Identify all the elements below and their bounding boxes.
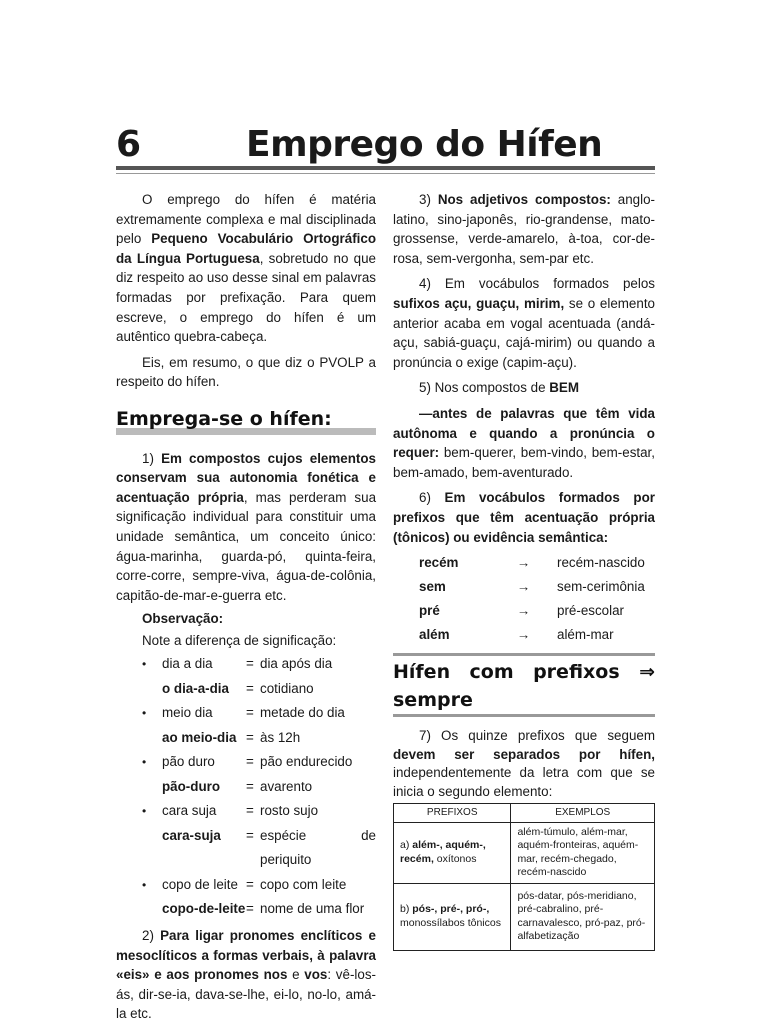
example-meaning: pão endurecido <box>260 754 353 770</box>
prefix-word: além-mar <box>557 627 614 643</box>
example-meaning: espécie de periquito <box>260 827 376 868</box>
prefix-label-part: a) <box>400 839 413 852</box>
equals-sign: = <box>246 754 254 770</box>
equals-sign: = <box>246 876 254 892</box>
bullet-icon: • <box>142 657 147 672</box>
item-2: 2) Para ligar pronomes enclíticos e mesoclíticos a formas verbais, à palavra «eis» e aos pronomes nos e vos: vê-los-ás, dir-se-ia, dava-se-lhe, ei-lo, no-lo, amá-la etc. <box>116 927 376 1022</box>
prefix-example-row <box>419 551 655 575</box>
prefix-label-part: pós-, pré-, pró-, <box>412 903 490 916</box>
example-row <box>142 824 376 873</box>
example-row <box>142 677 376 702</box>
prefix-examples <box>393 551 655 647</box>
prefix-label-part: monossílabos tônicos <box>400 916 501 929</box>
example-meaning: copo com leite <box>260 876 347 892</box>
bullet-icon <box>142 775 162 800</box>
title-rule-thin <box>116 173 655 174</box>
observation-text: Note a diferença de significação: <box>142 632 337 648</box>
arrow-icon: → <box>517 555 531 571</box>
example-row <box>142 726 376 751</box>
prefix-term: além <box>419 627 450 643</box>
item-7: 7) Os quinze prefixos que seguem devem ser separados por hífen, independentemente da letra com que se inicia o segundo elemento: <box>393 728 655 799</box>
equals-sign: = <box>246 656 254 672</box>
equals-sign: = <box>246 803 254 819</box>
arrow-icon: → <box>517 627 531 643</box>
table-row <box>394 822 655 883</box>
example-term: copo-de-leite <box>162 901 246 917</box>
example-term: o dia-a-dia <box>162 680 229 696</box>
equals-sign: = <box>246 729 254 745</box>
equals-sign: = <box>246 901 254 917</box>
examples-list <box>116 652 376 922</box>
table-cell-prefix <box>394 883 511 950</box>
prefix-example-row <box>419 575 655 599</box>
table-row <box>394 883 655 950</box>
title-rule <box>116 166 655 170</box>
example-meaning: cotidiano <box>260 680 314 696</box>
prefix-word: pré-escolar <box>557 603 624 619</box>
example-row <box>142 750 376 775</box>
table-header-exemplos: EXEMPLOS <box>511 804 655 823</box>
table-cell-examples: além-túmulo, além-mar, aquém-fronteiras, aquém-mar, recém-chegado, recém-nascido <box>511 822 655 883</box>
bullet-icon <box>142 824 162 873</box>
right-column <box>393 190 655 951</box>
example-row <box>142 701 376 726</box>
bullet-icon: • <box>142 877 147 892</box>
example-row <box>142 799 376 824</box>
section-heading-prefixos: Hífen com prefixos ⇒ sempre <box>393 653 655 717</box>
intro-paragraph-2: Eis, em resumo, o que diz o PVOLP a respeito do hífen. <box>116 354 376 390</box>
prefix-label-part: b) <box>400 903 413 916</box>
item-5-sub: —antes de palavras que têm vida autônoma e quando a pronúncia o requer: bem-querer, bem-vindo, bem-estar, bem-amado, bem-aventurado. <box>393 405 655 480</box>
equals-sign: = <box>246 705 254 721</box>
bullet-icon <box>142 677 162 702</box>
example-row <box>142 873 376 898</box>
table-cell-prefix <box>394 822 511 883</box>
item-1: 1) Em compostos cujos elementos conservam sua autonomia fonética e acentuação própria, mas perderam sua significação individual para constituir uma unidade semântica, um conceito único: água-marinha, guarda-pó, quinta-feira, corre-corre, sempre-viva, água-de-colônia, capitão-de-mar-e-guerra etc. <box>116 450 377 603</box>
prefix-word: recém-nascido <box>557 555 645 571</box>
bullet-icon <box>142 897 162 922</box>
item-5: 5) Nos compostos de BEM <box>419 380 580 396</box>
section-heading-emprega: Emprega-se o hífen: <box>116 410 376 435</box>
example-term: cara-suja <box>162 827 221 843</box>
example-term: dia a dia <box>162 656 213 672</box>
equals-sign: = <box>246 680 254 696</box>
prefix-term: sem <box>419 579 446 595</box>
bullet-icon: • <box>142 706 147 721</box>
prefix-term: recém <box>419 555 459 571</box>
prefix-label-part: além-, aquém-, recém, <box>400 839 486 865</box>
example-meaning: nome de uma flor <box>260 901 365 917</box>
example-row <box>142 897 376 922</box>
prefix-label-part: oxítonos <box>433 852 477 865</box>
example-term: pão-duro <box>162 778 221 794</box>
prefix-word: sem-cerimônia <box>557 579 645 595</box>
example-term: copo de leite <box>162 876 238 892</box>
section-top-rule <box>393 653 655 656</box>
example-meaning: dia após dia <box>260 656 333 672</box>
prefix-term: pré <box>419 603 440 619</box>
bullet-icon: • <box>142 804 147 819</box>
bullet-icon: • <box>142 755 147 770</box>
example-term: meio dia <box>162 705 213 721</box>
chapter-title: Emprego do Hífen <box>246 124 603 165</box>
arrow-icon: → <box>517 603 531 619</box>
table-header-prefixos: PREFIXOS <box>394 804 511 823</box>
item-3: 3) Nos adjetivos compostos: anglo-latino, sino-japonês, rio-grandense, mato-grossense, verde-amarelo, à-toa, cor-de-rosa, sem-vergonha, sem-par etc. <box>393 192 655 266</box>
example-term: ao meio-dia <box>162 729 237 745</box>
item-4: 4) Em vocábulos formados pelos sufixos açu, guaçu, mirim, se o elemento anterior acaba em vogal acentuada (andá-açu, sabiá-guaçu, cajá-mirim) ou quando a pronúncia o exige (capim-açu). <box>393 276 655 370</box>
example-meaning: avarento <box>260 778 313 794</box>
prefix-example-row <box>419 623 655 647</box>
item-6: 6) Em vocábulos formados por prefixos que têm acentuação própria (tônicos) ou evidência semântica: <box>393 490 655 545</box>
arrow-icon: → <box>517 579 531 595</box>
example-row <box>142 775 376 800</box>
equals-sign: = <box>246 778 254 794</box>
section-bottom-rule <box>393 714 655 717</box>
example-meaning: rosto sujo <box>260 803 319 819</box>
prefix-example-row <box>419 599 655 623</box>
example-term: pão duro <box>162 754 215 770</box>
observation-title: Observação: <box>142 611 224 627</box>
example-meaning: metade do dia <box>260 705 345 721</box>
left-column <box>116 190 376 1024</box>
example-row <box>142 652 376 677</box>
intro-paragraph-1: O emprego do hífen é matéria extremamente complexa e mal disciplinada pelo Pequeno Vocabulário Ortográfico da Língua Portuguesa, sobretudo no que diz respeito ao uso desse sinal em palavras formadas por prefixação. Para quem escreve, o emprego do hífen é um autêntico quebra-cabeça. <box>116 192 377 345</box>
prefix-table <box>393 803 655 951</box>
example-meaning: às 12h <box>260 729 301 745</box>
equals-sign: = <box>246 827 254 843</box>
table-cell-examples: pós-datar, pós-meridiano, pré-cabralino, pré-carnavalesco, pró-paz, pró-alfabetização <box>511 883 655 950</box>
example-term: cara suja <box>162 803 217 819</box>
chapter-number: 6 <box>116 124 142 165</box>
bullet-icon <box>142 726 162 751</box>
